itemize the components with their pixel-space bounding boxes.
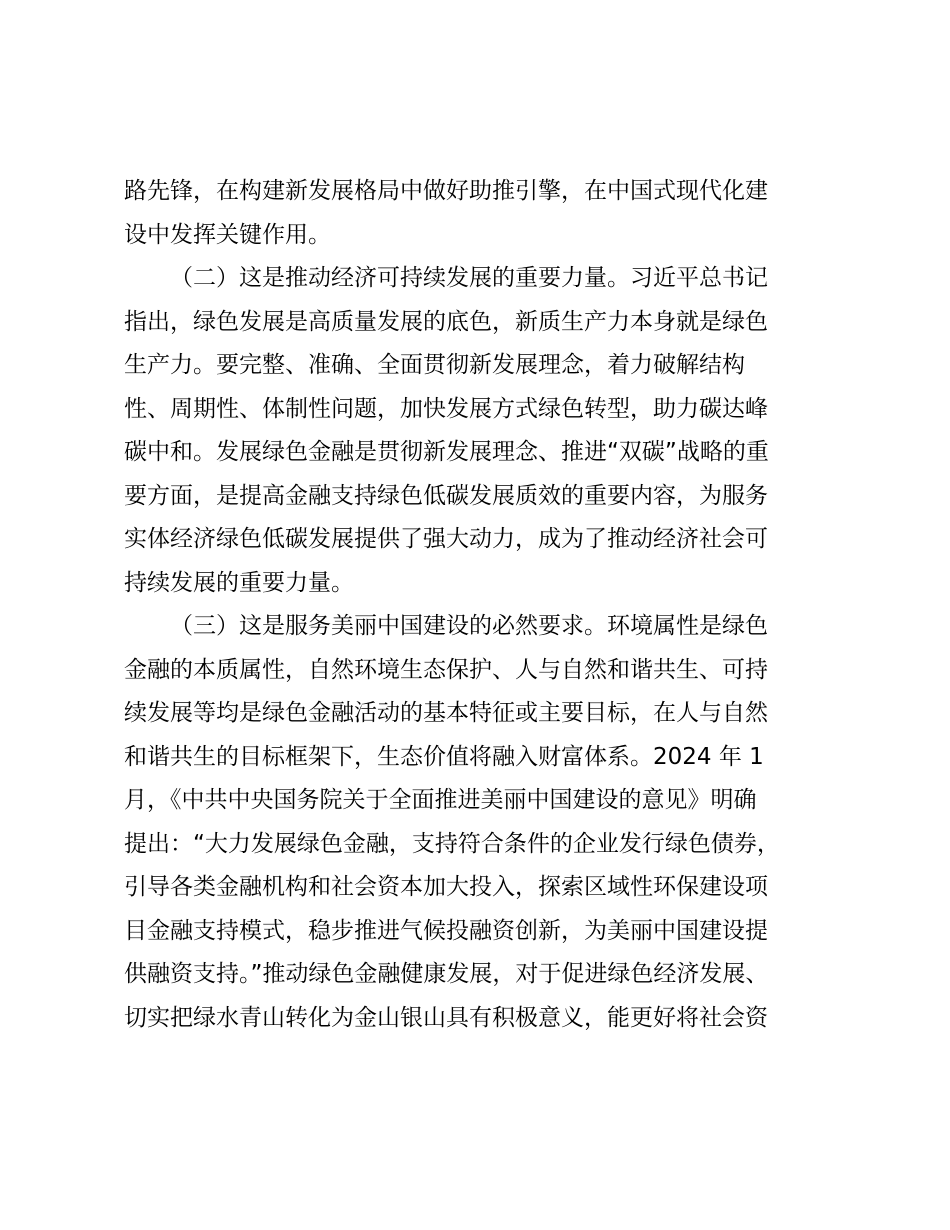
text-line: 持续发展的重要力量。 xyxy=(124,569,354,596)
text-line: 金融的本质属性，自然环境生态保护、人与自然和谐共生、可持 xyxy=(124,656,768,683)
text-line: 要方面，是提高金融支持绿色低碳发展质效的重要内容，为服务 xyxy=(124,482,768,509)
text-line: 提出：“大力发展绿色金融，支持符合条件的企业发行绿色债券， xyxy=(124,830,780,857)
text-line: 指出，绿色发展是高质量发展的底色，新质生产力本身就是绿色 xyxy=(124,308,768,335)
text-line: 碳中和。发展绿色金融是贯彻新发展理念、推进“双碳”战略的重 xyxy=(124,439,769,465)
text-line: 生产力。要完整、准确、全面贯彻新发展理念，着力破解结构 xyxy=(124,352,745,378)
text-line: 引导各类金融机构和社会资本加大投入，探索区域性环保建设项 xyxy=(124,874,768,900)
body-text xyxy=(124,170,824,1040)
text-line: 供融资支持。”推动绿色金融健康发展，对于促进绿色经济发展、 xyxy=(124,961,769,987)
text-line: 月，《中共中央国务院关于全面推进美丽中国建设的意见》明确 xyxy=(124,787,757,813)
text-line: 实体经济绿色低碳发展提供了强大动力，成为了推动经济社会可 xyxy=(124,526,768,552)
text-line: 目金融支持模式，稳步推进气候投融资创新，为美丽中国建设提 xyxy=(124,917,768,944)
text-line: 续发展等均是绿色金融活动的基本特征或主要目标，在人与自然 xyxy=(124,700,768,726)
text-line: 切实把绿水青山转化为金山银山具有积极意义，能更好将社会资 xyxy=(124,1004,768,1031)
text-line: 设中发挥关键作用。 xyxy=(124,221,331,248)
section-heading-line: （二）这是推动经济可持续发展的重要力量。习近平总书记 xyxy=(170,265,768,291)
text-line: 性、周期性、体制性问题，加快发展方式绿色转型，助力碳达峰 xyxy=(124,395,768,422)
text-line: 和谐共生的目标框架下，生态价值将融入财富体系。2024 年 1 xyxy=(124,743,764,770)
text-line: 路先锋，在构建新发展格局中做好助推引擎，在中国式现代化建 xyxy=(124,178,768,204)
section-heading-line: （三）这是服务美丽中国建设的必然要求。环境属性是绿色 xyxy=(170,613,768,639)
